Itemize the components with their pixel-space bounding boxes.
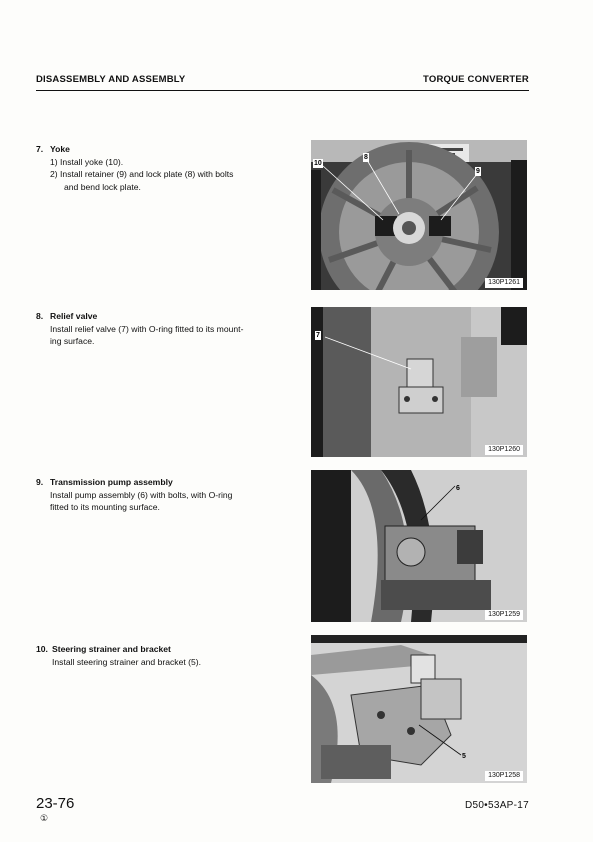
section-title (36, 143, 276, 156)
yoke-illustration (311, 140, 527, 290)
page-number: 23-76 (36, 795, 75, 812)
section-transmission-pump (36, 476, 276, 514)
callout-8: 8 (364, 154, 368, 161)
step-text: Install yoke (10). (60, 156, 124, 167)
step-label: 1) (50, 156, 58, 167)
callout-9: 9 (476, 168, 480, 175)
photo-transmission-pump (311, 470, 527, 622)
section-relief-valve (36, 310, 276, 348)
header-chapter-title: TORQUE CONVERTER (423, 74, 529, 85)
section-title-text: Yoke (50, 144, 70, 154)
section-number: 9. (36, 477, 44, 487)
step-2-continuation: and bend lock plate. (64, 181, 141, 192)
section-title (36, 310, 276, 323)
section-body-line: fitted to its mounting surface. (50, 502, 160, 512)
header-section-title: DISASSEMBLY AND ASSEMBLY (36, 74, 186, 85)
transmission-pump-illustration (311, 470, 527, 622)
section-number: 10. (36, 644, 48, 654)
callout-10: 10 (314, 160, 322, 167)
relief-valve-illustration (311, 307, 527, 457)
section-title (36, 476, 276, 489)
callout-7: 7 (316, 332, 320, 339)
model-number: D50•53AP-17 (464, 800, 529, 811)
photo-caption: 130P1260 (485, 445, 523, 455)
callout-6: 6 (456, 485, 460, 492)
section-body-line: ing surface. (50, 336, 95, 346)
section-number: 8. (36, 311, 44, 321)
page-header (36, 72, 529, 91)
section-steering-strainer (36, 643, 276, 668)
photo-caption: 130P1259 (485, 610, 523, 620)
step-text: Install retainer (9) and lock plate (8) with bolts (60, 169, 234, 179)
photo-caption: 130P1258 (485, 771, 523, 781)
photo-steering-strainer (311, 635, 527, 783)
steering-strainer-illustration (311, 635, 527, 783)
photo-yoke (311, 140, 527, 290)
step-1 (50, 156, 276, 169)
photo-relief-valve (311, 307, 527, 457)
section-yoke (36, 143, 276, 193)
section-body-line: Install steering strainer and bracket (5). (52, 656, 202, 667)
section-title-text: Transmission pump assembly (50, 477, 173, 487)
revision-mark: ① (40, 813, 49, 823)
photo-caption: 130P1261 (485, 278, 523, 288)
callout-5: 5 (462, 753, 466, 760)
section-body-line: Install relief valve (7) with O-ring fitted to its mount- (50, 323, 244, 334)
section-title-text: Steering strainer and bracket (52, 644, 171, 654)
step-label: 2) (50, 169, 58, 179)
section-body-line: Install pump assembly (6) with bolts, with O-ring (50, 489, 233, 500)
step-2 (50, 168, 276, 181)
section-number: 7. (36, 144, 44, 154)
section-title (36, 643, 276, 656)
section-title-text: Relief valve (50, 311, 98, 321)
